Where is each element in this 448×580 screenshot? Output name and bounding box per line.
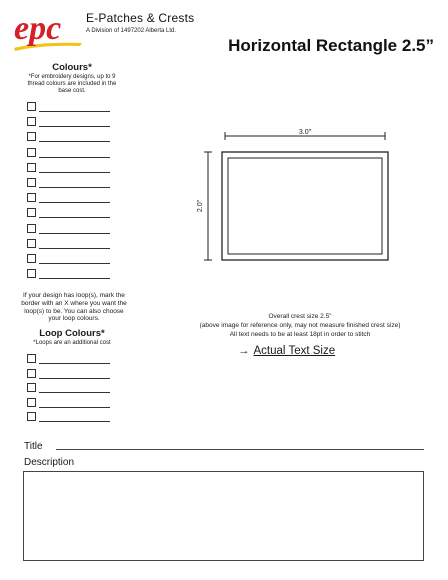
checklist-row — [27, 383, 110, 398]
loop-instructions: If your design has loop(s), mark the border with an X where you want the loop(s) to be. You can also choose your loop colours. — [21, 292, 127, 323]
actual-text-size-label[interactable]: Actual Text Size — [253, 345, 336, 357]
colour-entry-line[interactable] — [39, 278, 110, 279]
company-division: A Division of 1497202 Alberta Ltd. — [86, 28, 177, 34]
colour-entry-line[interactable] — [39, 172, 110, 173]
colour-entry-line[interactable] — [39, 421, 110, 422]
colour-checkbox[interactable] — [27, 412, 36, 421]
checklist-row — [27, 269, 110, 284]
title-field[interactable] — [56, 449, 424, 450]
colour-entry-line[interactable] — [39, 157, 110, 158]
colours-title: Colours* — [52, 62, 92, 73]
checklist-row — [27, 102, 110, 117]
description-field[interactable] — [23, 471, 424, 561]
crest-info — [166, 313, 434, 339]
colour-entry-line[interactable] — [39, 248, 110, 249]
logo-text: epc — [14, 10, 62, 47]
checklist-row — [27, 398, 110, 413]
colour-checkbox[interactable] — [27, 254, 36, 263]
checklist-row — [27, 178, 110, 193]
colour-checkbox[interactable] — [27, 117, 36, 126]
colour-entry-line[interactable] — [39, 407, 110, 408]
colour-checkbox[interactable] — [27, 383, 36, 392]
loop-colours-note: *Loops are an additional cost — [33, 340, 111, 346]
checklist-row — [27, 412, 110, 427]
crest-inner-border — [228, 158, 382, 254]
product-title: Horizontal Rectangle 2.5” — [228, 36, 434, 55]
checklist-row — [27, 224, 110, 239]
colour-checkbox[interactable] — [27, 269, 36, 278]
checklist-row — [27, 117, 110, 132]
colour-checkbox[interactable] — [27, 193, 36, 202]
colour-entry-line[interactable] — [39, 202, 110, 203]
checklist-row — [27, 354, 110, 369]
colour-checkbox[interactable] — [27, 354, 36, 363]
checklist-row — [27, 254, 110, 269]
loop-colours-title: Loop Colours* — [39, 328, 105, 339]
colour-checkbox[interactable] — [27, 178, 36, 187]
checklist-row — [27, 369, 110, 384]
min-text-size-note: All text needs to be at least 18pt in order to stitch — [229, 330, 371, 338]
colour-checkbox[interactable] — [27, 148, 36, 157]
colours-note: *For embroidery designs, up to 9 thread colours are included in the base cost. — [27, 74, 117, 94]
crest-diagram — [195, 126, 395, 266]
colour-checkbox[interactable] — [27, 102, 36, 111]
colour-entry-line[interactable] — [39, 263, 110, 264]
description-label: Description — [24, 457, 75, 468]
colour-entry-line[interactable] — [39, 187, 110, 188]
crest-size-text: Overall crest size 2.5" — [268, 313, 332, 320]
checklist-row — [27, 132, 110, 147]
colour-checkbox[interactable] — [27, 208, 36, 217]
colour-entry-line[interactable] — [39, 126, 110, 127]
colour-entry-line[interactable] — [39, 111, 110, 112]
colour-checkbox[interactable] — [27, 132, 36, 141]
colour-checklist — [27, 102, 110, 284]
title-label: Title — [24, 441, 43, 452]
colour-entry-line[interactable] — [39, 363, 110, 364]
crest-outer-border[interactable] — [222, 152, 388, 260]
epc-logo — [12, 6, 84, 54]
height-label: 2.0" — [197, 199, 204, 213]
actual-text-size-link[interactable] — [238, 345, 335, 357]
checklist-row — [27, 239, 110, 254]
company-name: E-Patches & Crests — [86, 11, 195, 25]
colour-entry-line[interactable] — [39, 392, 110, 393]
checklist-row — [27, 193, 110, 208]
width-label: 3.0" — [298, 129, 312, 136]
colour-checkbox[interactable] — [27, 398, 36, 407]
colour-entry-line[interactable] — [39, 233, 110, 234]
colour-entry-line[interactable] — [39, 141, 110, 142]
loop-colour-checklist — [27, 354, 110, 427]
checklist-row — [27, 148, 110, 163]
colour-checkbox[interactable] — [27, 369, 36, 378]
colour-checkbox[interactable] — [27, 163, 36, 172]
reference-disclaimer: (above image for reference only, may not measure finished crest size) — [199, 321, 401, 329]
checklist-row — [27, 163, 110, 178]
checklist-row — [27, 208, 110, 223]
colour-checkbox[interactable] — [27, 224, 36, 233]
arrow-right-icon: → — [238, 345, 250, 357]
colour-checkbox[interactable] — [27, 239, 36, 248]
colour-entry-line[interactable] — [39, 378, 110, 379]
colour-entry-line[interactable] — [39, 217, 110, 218]
